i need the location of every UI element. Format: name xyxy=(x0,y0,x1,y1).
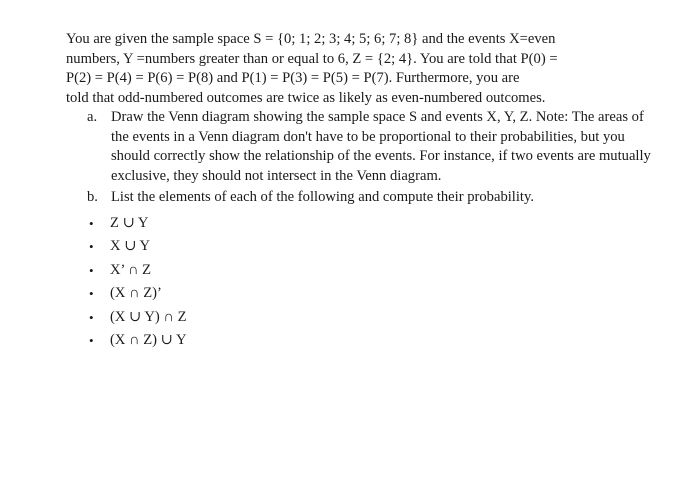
part-b-marker: b. xyxy=(87,189,98,205)
set-expression: (X ∩ Z)’ xyxy=(110,285,162,301)
part-a-text: Draw the Venn diagram showing the sample space S and events X, Y, Z. Note: The areas of the events in a Venn diagram don't have to be proportional to their probabilities, but you should correctly show the relationship of the events. For instance, if two events are mutually exclusive, they should not intersect in the Venn diagram. xyxy=(111,109,651,184)
bullet-icon: • xyxy=(89,215,94,231)
intro-line: told that odd-numbered outcomes are twice as likely as even-numbered outcomes. xyxy=(66,89,546,106)
set-expression-list xyxy=(66,212,666,353)
part-a-marker: a. xyxy=(87,109,98,125)
intro-line: numbers, Y =numbers greater than or equal to 6, Z = {2; 4}. You are told that P(0) = xyxy=(66,50,558,67)
bullet-icon: • xyxy=(89,286,94,301)
set-expression: Z ∪ Y xyxy=(110,214,149,231)
bullet-icon: • xyxy=(89,333,94,348)
intro-line: You are given the sample space S = {0; 1; 2; 3; 4; 5; 6; 7; 8} and the events X=even xyxy=(66,31,556,47)
set-expression: (X ∪ Y) ∩ Z xyxy=(110,308,187,325)
list-item xyxy=(89,212,666,236)
list-item xyxy=(89,329,666,353)
problem-document xyxy=(66,30,666,353)
set-expression: X ∪ Y xyxy=(110,238,151,254)
list-item xyxy=(89,306,666,330)
bullet-icon: • xyxy=(89,262,94,278)
part-b xyxy=(87,188,666,208)
set-expression: X’ ∩ Z xyxy=(110,261,152,278)
intro-line: P(2) = P(4) = P(6) = P(8) and P(1) = P(3) = P(5) = P(7). Furthermore, you are xyxy=(66,70,520,86)
list-item xyxy=(89,282,666,306)
bullet-icon: • xyxy=(89,309,94,325)
bullet-icon: • xyxy=(89,239,94,254)
list-item xyxy=(89,235,666,259)
list-item xyxy=(89,259,666,283)
part-b-text: List the elements of each of the following and compute their probability. xyxy=(111,189,534,205)
part-a xyxy=(87,108,659,186)
set-expression: (X ∩ Z) ∪ Y xyxy=(110,332,187,348)
problem-intro xyxy=(66,30,666,108)
